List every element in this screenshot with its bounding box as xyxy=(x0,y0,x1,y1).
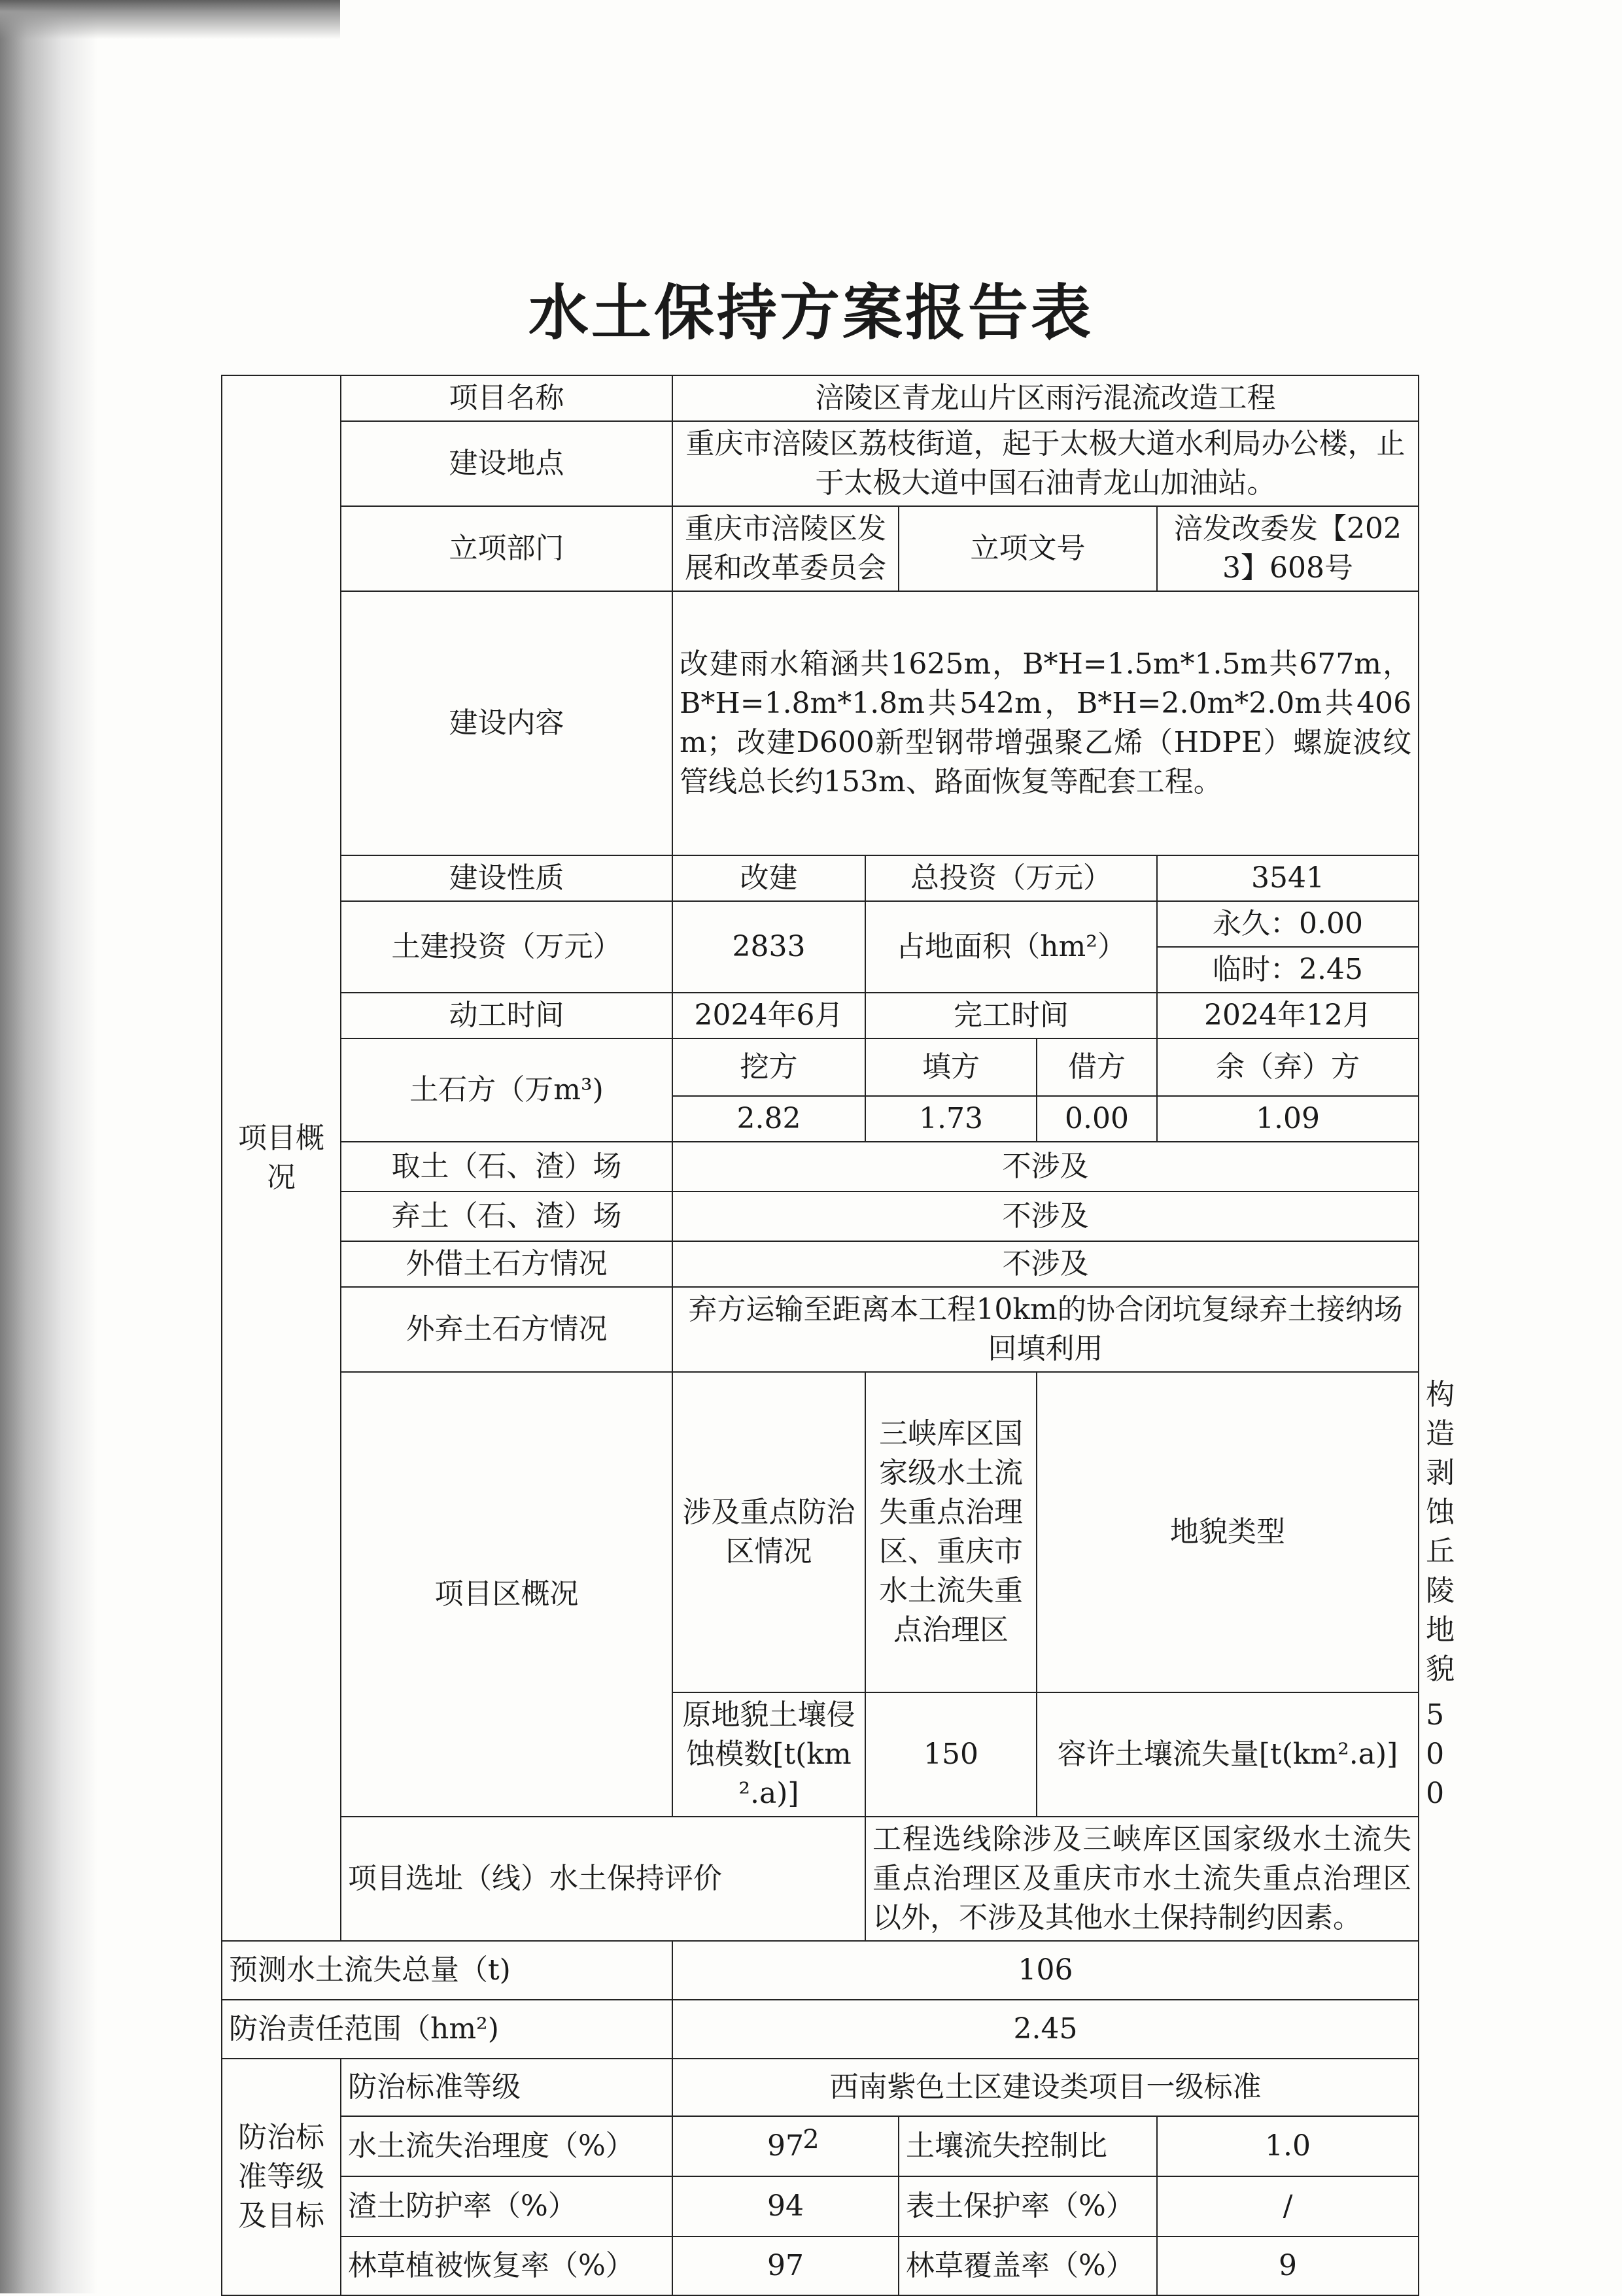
table-row xyxy=(222,993,1419,1038)
table-row xyxy=(222,2236,1419,2295)
field-label: 土石方（万m³) xyxy=(341,1038,672,1142)
total-invest: 3541 xyxy=(1157,855,1419,901)
field-label: 建设内容 xyxy=(341,591,672,855)
table-row xyxy=(222,421,1419,506)
borrow-site: 不涉及 xyxy=(672,1142,1419,1191)
field-label: 立项文号 xyxy=(899,506,1157,591)
target-label: 土壤流失控制比 xyxy=(899,2116,1157,2176)
field-label: 地貌类型 xyxy=(1037,1372,1419,1692)
target-label: 水土流失治理度（%） xyxy=(341,2116,672,2176)
page-number: 2 xyxy=(802,2125,820,2155)
spoil-site: 不涉及 xyxy=(672,1191,1419,1241)
table-row xyxy=(222,591,1419,855)
table-row xyxy=(222,375,1419,421)
field-label: 建设性质 xyxy=(341,855,672,901)
target-label: 渣土防护率（%） xyxy=(341,2176,672,2236)
section-area: 项目区概况 xyxy=(341,1372,672,1817)
table-row xyxy=(222,901,1419,947)
table-row xyxy=(222,1241,1419,1287)
target-value: 9 xyxy=(1157,2236,1419,2295)
earth-head: 借方 xyxy=(1037,1038,1157,1096)
section-overview: 项目概况 xyxy=(222,375,341,1941)
report-table xyxy=(221,375,1455,2296)
target-value: / xyxy=(1157,2176,1419,2236)
earth-head: 填方 xyxy=(865,1038,1037,1096)
target-value: 1.0 xyxy=(1157,2116,1419,2176)
key-zone: 三峡库区国家级水土流失重点治理区、重庆市水土流失重点治理区 xyxy=(865,1372,1037,1692)
field-label: 项目选址（线）水土保持评价 xyxy=(341,1817,865,1941)
field-label: 动工时间 xyxy=(341,993,672,1038)
earth-value: 0.00 xyxy=(1037,1096,1157,1142)
field-label: 总投资（万元） xyxy=(865,855,1157,901)
table-row xyxy=(222,1287,1419,1372)
section-standards: 防治标准等级及目标 xyxy=(222,2059,341,2295)
table-row xyxy=(222,2176,1419,2236)
field-label: 土建投资（万元） xyxy=(341,901,672,993)
field-label: 涉及重点防治区情况 xyxy=(672,1372,865,1692)
field-label: 建设地点 xyxy=(341,421,672,506)
earth-value: 2.82 xyxy=(672,1096,865,1142)
target-label: 林草覆盖率（%） xyxy=(899,2236,1157,2295)
standard-level: 西南紫色土区建设类项目一级标准 xyxy=(672,2059,1419,2116)
start-date: 2024年6月 xyxy=(672,993,865,1038)
area-permanent: 永久：0.00 xyxy=(1157,901,1419,947)
table-row xyxy=(222,2000,1419,2059)
field-label: 外弃土石方情况 xyxy=(341,1287,672,1372)
erosion-modulus: 150 xyxy=(865,1692,1037,1817)
field-label: 弃土（石、渣）场 xyxy=(341,1191,672,1241)
table-row xyxy=(222,1038,1419,1096)
field-label: 完工时间 xyxy=(865,993,1157,1038)
field-label: 原地貌土壤侵蚀模数[t(km².a)] xyxy=(672,1692,865,1817)
area-temporary: 临时：2.45 xyxy=(1157,947,1419,993)
loss-total: 106 xyxy=(672,1941,1419,2000)
table-row: 原地貌土壤侵蚀模数[t(km².a)] 150 容许土壤流失量[t(km².a)] 500 xyxy=(222,1692,1419,1817)
field-label: 项目名称 xyxy=(341,375,672,421)
project-name: 涪陵区青龙山片区雨污混流改造工程 xyxy=(672,375,1419,421)
target-label: 表土保护率（%） xyxy=(899,2176,1157,2236)
earth-head: 余（弃）方 xyxy=(1157,1038,1419,1096)
nature: 改建 xyxy=(672,855,865,901)
field-label: 立项部门 xyxy=(341,506,672,591)
ext-borrow: 不涉及 xyxy=(672,1241,1419,1287)
page-title: 水土保持方案报告表 xyxy=(528,277,1094,348)
field-label: 取土（石、渣）场 xyxy=(341,1142,672,1191)
table-row xyxy=(222,1191,1419,1241)
table-row xyxy=(222,1142,1419,1191)
field-label: 外借土石方情况 xyxy=(341,1241,672,1287)
target-label: 林草植被恢复率（%） xyxy=(341,2236,672,2295)
table-row: 项目区概况 涉及重点防治区情况 三峡库区国家级水土流失重点治理区、重庆市水土流失重点治理区 地貌类型 构造剥蚀丘陵地貌 xyxy=(222,1372,1419,1692)
earth-head: 挖方 xyxy=(672,1038,865,1096)
target-value: 97 xyxy=(672,2236,899,2295)
field-label: 防治责任范围（hm²) xyxy=(222,2000,672,2059)
scan-top-shadow xyxy=(0,0,340,39)
table-row xyxy=(222,2059,1419,2116)
construction-content: 改建雨水箱涵共1625m，B*H=1.5m*1.5m共677m，B*H=1.8m*1.8m共542m，B*H=2.0m*2.0m共406m；改建D600新型钢带增强聚乙烯（HDPE）螺旋波纹管线总长约153m、路面恢复等配套工程。 xyxy=(672,591,1419,855)
civil-invest: 2833 xyxy=(672,901,865,993)
site-evaluation: 工程选线除涉及三峡库区国家级水土流失重点治理区及重庆市水土流失重点治理区以外，不涉及其他水土保持制约因素。 xyxy=(865,1817,1419,1941)
doc-no: 涪发改委发【2023】608号 xyxy=(1157,506,1419,591)
field-label: 防治标准等级 xyxy=(341,2059,672,2116)
earth-value: 1.73 xyxy=(865,1096,1037,1142)
field-label: 预测水土流失总量（t) xyxy=(222,1941,672,2000)
end-date: 2024年12月 xyxy=(1157,993,1419,1038)
ext-spoil: 弃方运输至距离本工程10km的协合闭坑复绿弃土接纳场回填利用 xyxy=(672,1287,1419,1372)
table-row xyxy=(222,506,1419,591)
responsibility-scope: 2.45 xyxy=(672,2000,1419,2059)
table-row xyxy=(222,1817,1419,1941)
field-label: 容许土壤流失量[t(km².a)] xyxy=(1037,1692,1419,1817)
dept: 重庆市涪陵区发展和改革委员会 xyxy=(672,506,899,591)
target-value: 94 xyxy=(672,2176,899,2236)
table-row xyxy=(222,1941,1419,2000)
location: 重庆市涪陵区荔枝街道，起于太极大道水利局办公楼，止于太极大道中国石油青龙山加油站。 xyxy=(672,421,1419,506)
field-label: 占地面积（hm²） xyxy=(865,901,1157,993)
table-row xyxy=(222,855,1419,901)
target-value: 97 xyxy=(672,2116,899,2176)
earth-value: 1.09 xyxy=(1157,1096,1419,1142)
